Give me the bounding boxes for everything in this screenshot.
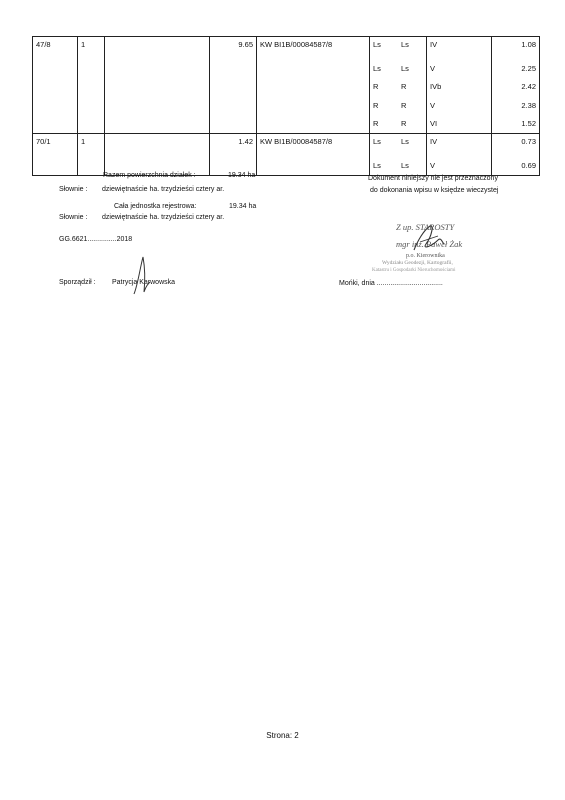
- notice-line-1: Dokument niniejszy nie jest przeznaczony: [368, 175, 498, 182]
- preparer-signature-icon: [130, 254, 154, 296]
- blank-cell: [105, 78, 210, 96]
- case-number: GG.6621...............2018: [59, 236, 133, 243]
- land-register-table: [32, 36, 540, 176]
- land-register-number: [257, 156, 370, 175]
- words-label-2: Słownie :: [59, 214, 88, 221]
- contour-number: [78, 96, 105, 114]
- class-area: 2.42: [492, 78, 540, 96]
- stamp-line-2: mgr inż. Paweł Żak: [396, 239, 463, 249]
- stamp-line-1: Z up. STAROSTY: [396, 222, 455, 232]
- plot-area: [210, 59, 257, 77]
- table-row: [33, 59, 540, 77]
- land-register-number: KW BI1B/00084587/8: [257, 133, 370, 156]
- plot-number: 70/1: [33, 133, 78, 156]
- blank-cell: [105, 59, 210, 77]
- soil-class: IV: [427, 37, 492, 60]
- plot-area: [210, 115, 257, 134]
- contour-number: 1: [78, 133, 105, 156]
- land-use-2: Ls: [398, 156, 427, 175]
- page-number: Strona: 2: [266, 731, 299, 740]
- land-use-2: R: [398, 78, 427, 96]
- table-row: [33, 96, 540, 114]
- class-area: 2.25: [492, 59, 540, 77]
- stamp-line-4: Wydziału Geodezji, Kartografii,: [382, 260, 453, 266]
- plot-number: [33, 96, 78, 114]
- plot-number: [33, 156, 78, 175]
- land-use-1: R: [370, 96, 399, 114]
- plot-number: 47/8: [33, 37, 78, 60]
- soil-class: IVb: [427, 78, 492, 96]
- soil-class: IV: [427, 133, 492, 156]
- prepared-by-name: Patrycja Karwowska: [112, 279, 176, 286]
- words-label: Słownie :: [59, 186, 88, 193]
- blank-cell: [105, 133, 210, 156]
- prepared-by-label: Sporządził :: [59, 279, 96, 286]
- plot-area: [210, 96, 257, 114]
- blank-cell: [105, 37, 210, 60]
- land-register-number: [257, 59, 370, 77]
- land-use-1: Ls: [370, 133, 399, 156]
- class-area: 1.08: [492, 37, 540, 60]
- land-use-1: R: [370, 78, 399, 96]
- class-area: 1.52: [492, 115, 540, 134]
- blank-cell: [105, 96, 210, 114]
- land-register-number: [257, 96, 370, 114]
- soil-class: V: [427, 96, 492, 114]
- class-area: 2.38: [492, 96, 540, 114]
- class-area: 0.73: [492, 133, 540, 156]
- unit-area-label: Cała jednostka rejestrowa:: [114, 203, 197, 210]
- land-register-number: [257, 115, 370, 134]
- plot-number: [33, 115, 78, 134]
- land-use-2: Ls: [398, 37, 427, 60]
- contour-number: [78, 59, 105, 77]
- land-use-2: R: [398, 96, 427, 114]
- land-use-2: Ls: [398, 59, 427, 77]
- words-value-2: dziewiętnaście ha. trzydzieści cztery ar.: [102, 214, 225, 221]
- land-use-2: Ls: [398, 133, 427, 156]
- contour-number: [78, 115, 105, 134]
- notice-line-2: do dokonania wpisu w księdze wieczystej: [370, 187, 499, 194]
- plot-area: [210, 78, 257, 96]
- land-use-2: R: [398, 115, 427, 134]
- blank-cell: [105, 115, 210, 134]
- total-area-value: 19.34 ha: [228, 172, 256, 179]
- plot-number: [33, 78, 78, 96]
- table-row: [33, 115, 540, 134]
- soil-class: V: [427, 156, 492, 175]
- plot-area: 1.42: [210, 133, 257, 156]
- stamp-line-3: p.o. Kierownika: [406, 253, 445, 259]
- table-row: [33, 78, 540, 96]
- stamp-line-5: Katastru i Gospodarki Nieruchomościami: [372, 268, 456, 273]
- total-area-label: Razem powierzchnia działek :: [103, 172, 196, 179]
- contour-number: [78, 78, 105, 96]
- land-use-1: Ls: [370, 156, 399, 175]
- plot-number: [33, 59, 78, 77]
- soil-class: VI: [427, 115, 492, 134]
- plot-area: 9.65: [210, 37, 257, 60]
- contour-number: 1: [78, 37, 105, 60]
- land-use-1: R: [370, 115, 399, 134]
- unit-area-value: 19.34 ha: [229, 203, 257, 210]
- contour-number: [78, 156, 105, 175]
- class-area: 0.69: [492, 156, 540, 175]
- official-signature-icon: [408, 222, 448, 256]
- words-value: dziewiętnaście ha. trzydzieści cztery ar.: [102, 186, 225, 193]
- land-register-number: [257, 78, 370, 96]
- table-row: [33, 133, 540, 156]
- land-use-1: Ls: [370, 59, 399, 77]
- table-row: [33, 37, 540, 60]
- land-register-number: KW BI1B/00084587/8: [257, 37, 370, 60]
- land-use-1: Ls: [370, 37, 399, 60]
- place-and-date: Mońki, dnia ..................................: [339, 280, 443, 287]
- soil-class: V: [427, 59, 492, 77]
